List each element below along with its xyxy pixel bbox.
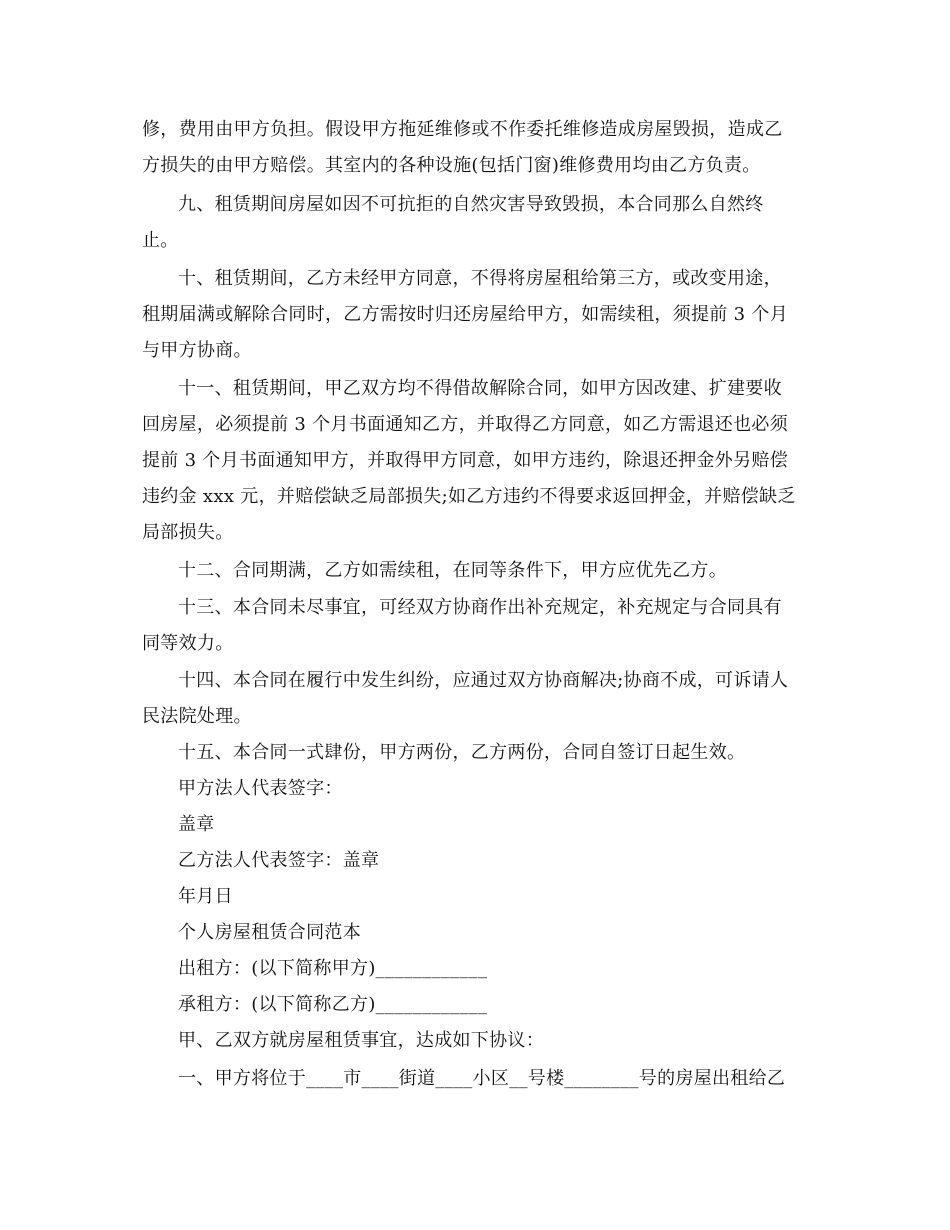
text-line: 方损失的由甲方赔偿。其室内的各种设施(包括门窗)维修费用均由乙方负责。 (142, 155, 761, 176)
clause-14-line: 十四、本合同在履行中发生纠纷，应通过双方协商解决;协商不成，可诉请人 (178, 670, 789, 691)
clause-1-line: 一、甲方将位于____市____街道____小区__号楼________号的房屋出租给乙 (178, 1068, 786, 1089)
text-line: 与甲方协商。 (142, 340, 252, 361)
clause-15-line: 十五、本合同一式肆份，甲方两份，乙方两份，合同自签订日起生效。 (178, 742, 746, 763)
text-line: 局部损失。 (142, 522, 234, 543)
party-b-signature-label: 乙方法人代表签字：盖章 (178, 850, 380, 871)
clause-13-line: 十三、本合同未尽事宜，可经双方协商作出补充规定，补充规定与合同具有 (178, 597, 782, 618)
clause-10-line: 十、租赁期间，乙方未经甲方同意，不得将房屋租给第三方，或改变用途， (178, 268, 782, 289)
clause-12-line: 十二、合同期满，乙方如需续租，在同等条件下，甲方应优先乙方。 (178, 560, 727, 581)
date-label: 年月日 (178, 886, 233, 907)
contract-template-title: 个人房屋租赁合同范本 (178, 922, 361, 943)
clause-11-line: 十一、租赁期间，甲乙双方均不得借故解除合同，如甲方因改建、扩建要收 (178, 378, 782, 399)
text-line: 回房屋，必须提前 3 个月书面通知乙方，并取得乙方同意，如乙方需退还也必须 (142, 414, 788, 435)
lessee-line: 承租方：(以下简称乙方)____________ (178, 994, 488, 1015)
lessor-line: 出租方：(以下简称甲方)____________ (178, 958, 488, 979)
clause-9-line: 九、租赁期间房屋如因不可抗拒的自然灾害导致毁损，本合同那么自然终 (178, 194, 764, 215)
text-line: 租期届满或解除合同时，乙方需按时归还房屋给甲方，如需续租，须提前 3 个月 (142, 304, 788, 325)
agreement-intro: 甲、乙双方就房屋租赁事宜，达成如下协议： (178, 1030, 544, 1051)
party-a-signature-label: 甲方法人代表签字： (178, 778, 343, 799)
text-line: 修，费用由甲方负担。假设甲方拖延维修或不作委托维修造成房屋毁损，造成乙 (142, 119, 783, 140)
text-line: 止。 (142, 230, 179, 251)
text-line: 提前 3 个月书面通知甲方，并取得甲方同意，如甲方违约，除退还押金外另赔偿 (142, 450, 788, 471)
text-line: 民法院处理。 (142, 706, 252, 727)
text-line: 同等效力。 (142, 633, 234, 654)
seal-label: 盖章 (178, 814, 215, 835)
text-line: 违约金 xxx 元，并赔偿缺乏局部损失;如乙方违约不得要求返回押金，并赔偿缺乏 (142, 486, 796, 507)
